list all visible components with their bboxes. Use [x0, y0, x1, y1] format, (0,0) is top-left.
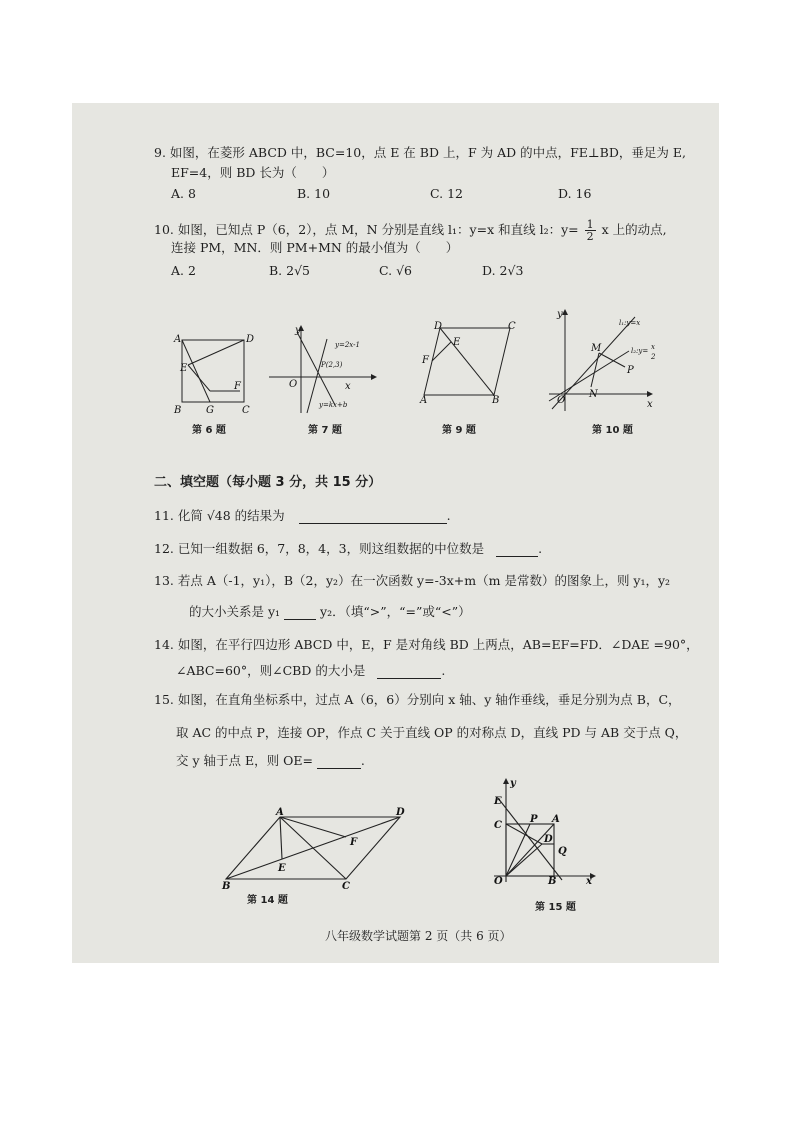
q12-answer-blank[interactable] — [496, 543, 538, 557]
fig10-label: 2 — [651, 353, 656, 361]
fig14-label: A — [276, 807, 284, 818]
fig15-label: E — [494, 796, 502, 807]
caption-q10: 第 10 题 — [592, 425, 633, 436]
q10-stem-text: 10. 如图，已知点 P（6，2），点 M，N 分别是直线 l₁：y=x 和直线 l₂：y= — [154, 222, 579, 237]
q10-stem — [154, 219, 667, 242]
fig14-label: D — [396, 807, 405, 818]
fig15-label: A — [552, 814, 560, 825]
q9-option-b: B. 10 — [297, 186, 331, 201]
fig6-label: G — [206, 405, 214, 416]
q9-stem-2: EF=4，则 BD 长为（ ） — [171, 165, 335, 180]
q13-stem-2b: y₂．（填“>”，“=”或“<”） — [320, 604, 471, 619]
section-title: 二、填空题（每小题 3 分，共 15 分） — [154, 475, 382, 490]
q14-stem-2: ∠ABC=60°，则∠CBD 的大小是 — [176, 663, 366, 678]
fig14-label: F — [350, 837, 358, 848]
q14-end: . — [441, 663, 446, 678]
q10-frac-den: 2 — [586, 230, 594, 243]
q9-option-c: C. 12 — [430, 186, 463, 201]
fig10-label: l₂:y= — [631, 347, 649, 355]
q10-option-d: D. 2√3 — [482, 263, 524, 278]
q15-line3 — [176, 753, 365, 769]
fig10-label: x — [651, 343, 655, 351]
q10-option-c: C. √6 — [379, 263, 412, 278]
q12-stem: 12. 已知一组数据 6，7，8，4，3，则这组数据的中位数是 — [154, 541, 485, 556]
caption-q9: 第 9 题 — [442, 425, 476, 436]
q12-end: . — [538, 541, 543, 556]
q9-option-a: A. 8 — [171, 186, 196, 201]
fig14-label: C — [342, 881, 350, 892]
fig15-label: B — [548, 876, 557, 887]
fig9-label: B — [492, 395, 500, 406]
q14-line2 — [176, 663, 445, 679]
figure-6 — [172, 335, 262, 415]
fig6-label: E — [180, 363, 188, 374]
fig15-label: x — [586, 876, 592, 887]
q11-end: . — [446, 508, 451, 523]
fig7-label: y=2x-1 — [335, 341, 360, 349]
q14-stem: 14. 如图，在平行四边形 ABCD 中，E，F 是对角线 BD 上两点，AB=EF=FD．∠DAE =90°， — [154, 637, 699, 652]
q10-stem-2: 连接 PM，MN．则 PM+MN 的最小值为（ ） — [171, 240, 459, 255]
fig10-label: N — [589, 389, 598, 400]
q15-answer-blank[interactable] — [317, 755, 361, 769]
q11 — [154, 508, 451, 524]
figure-7 — [267, 327, 377, 417]
q11-answer-blank[interactable] — [299, 510, 447, 524]
fig7-label: x — [345, 381, 351, 392]
q10-fraction — [585, 219, 596, 242]
q13-line2 — [189, 604, 471, 620]
fig7-label: O — [289, 379, 298, 390]
q15-stem-2: 取 AC 的中点 P，连接 OP，作点 C 关于直线 OP 的对称点 D，直线 PD 与 AB 交于点 Q， — [176, 725, 688, 740]
fig7-label: y=kx+b — [319, 401, 348, 409]
fig15-label: C — [494, 820, 502, 831]
fig7-label: P(2,3) — [321, 361, 343, 369]
fig15-label: Q — [558, 846, 567, 857]
fig15-label: D — [544, 834, 553, 845]
q10-option-a: A. 2 — [171, 263, 196, 278]
q11-stem: 11. 化简 √48 的结果为 — [154, 508, 285, 523]
page-footer: 八年级数学试题第 2 页（共 6 页） — [325, 929, 512, 943]
figure-10 — [547, 309, 657, 414]
figure-14 — [222, 805, 407, 892]
fig15-label: y — [510, 778, 516, 789]
fig10-label: M — [591, 343, 602, 354]
q15-stem-3: 交 y 轴于点 E，则 OE= — [176, 753, 313, 768]
q15-end: . — [360, 753, 365, 768]
q15-stem: 15. 如图，在直角坐标系中，过点 A（6，6）分别向 x 轴、y 轴作垂线，垂足分别为点 B，C， — [154, 692, 681, 707]
fig10-label: O — [557, 395, 566, 406]
fig9-label: F — [422, 355, 429, 366]
fig6-label: C — [242, 405, 250, 416]
figure-9 — [420, 321, 525, 406]
figure-15 — [490, 776, 600, 886]
exam-page — [72, 103, 719, 963]
fig9-label: A — [420, 395, 428, 406]
fig15-label: P — [530, 814, 538, 825]
q14-answer-blank[interactable] — [377, 665, 441, 679]
fig10-label: l₁:y=x — [619, 319, 641, 327]
q13-stem: 13. 若点 A（-1，y₁），B（2，y₂）在一次函数 y=-3x+m（m 是常数）的图象上，则 y₁，y₂ — [154, 573, 671, 588]
caption-q7: 第 7 题 — [308, 425, 342, 436]
fig6-label: F — [234, 381, 241, 392]
fig9-label: E — [453, 337, 461, 348]
q10-stem-end: x 上的动点, — [601, 222, 667, 237]
fig9-label: C — [508, 321, 516, 332]
caption-q14: 第 14 题 — [247, 895, 288, 906]
fig7-label: y — [295, 325, 301, 336]
q10-frac-num: 1 — [586, 218, 594, 231]
fig10-label: P — [627, 365, 634, 376]
q9-stem: 9. 如图，在菱形 ABCD 中，BC=10，点 E 在 BD 上，F 为 AD 的中点，FE⊥BD，垂足为 E, — [154, 145, 686, 160]
q13-answer-blank[interactable] — [284, 606, 316, 620]
fig6-label: A — [174, 334, 182, 345]
q9-option-d: D. 16 — [558, 186, 592, 201]
fig14-label: B — [222, 881, 231, 892]
fig10-label: y — [557, 309, 563, 320]
fig15-label: O — [494, 876, 503, 887]
fig6-label: D — [246, 334, 255, 345]
caption-q6: 第 6 题 — [192, 425, 226, 436]
q10-option-b: B. 2√5 — [269, 263, 311, 278]
fig9-label: D — [434, 321, 443, 332]
caption-q15: 第 15 题 — [535, 902, 576, 913]
q13-stem-2a: 的大小关系是 y₁ — [189, 604, 281, 619]
fig10-label: x — [647, 399, 653, 410]
fig14-label: E — [278, 863, 286, 874]
fig6-label: B — [174, 405, 182, 416]
q12 — [154, 541, 542, 557]
